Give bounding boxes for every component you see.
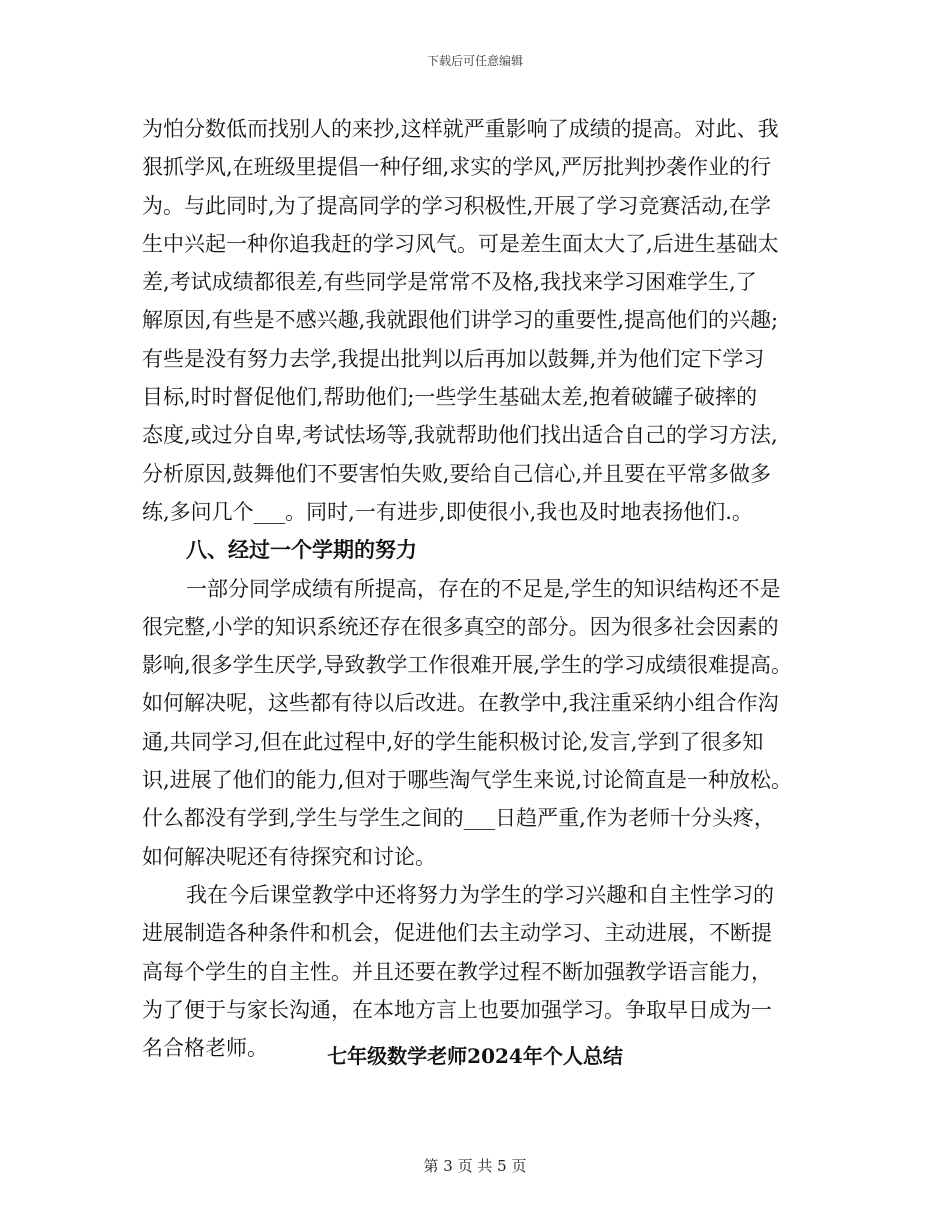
text-line: 为。与此同时,为了提高同学的学习积极性,开展了学习竞赛活动,在学 [142, 193, 772, 218]
text-line: 为了便于与家长沟通，在本地方言上也要加强学习。争取早日成为一 [142, 997, 772, 1022]
text-line: 为怕分数低而找别人的来抄,这样就严重影响了成绩的提高。对此、我 [142, 117, 779, 141]
paragraph-2 [142, 570, 822, 876]
page-footer: 第 3 页 共 5 页 [423, 1157, 527, 1175]
text-line: 如何解决呢还有待探究和讨论。 [142, 844, 436, 869]
page-header: 下载后可任意编辑 [426, 54, 523, 68]
text-line: 高每个学生的自主性。并且还要在教学过程不断加强教学语言能力， [142, 959, 772, 984]
text-line: 练,多问几个___。同时,一有进步,即使很小,我也及时地表扬他们.。 [142, 499, 753, 524]
text-line: 解原因,有些是不感兴趣,我就跟他们讲学习的重要性,提高他们的兴趣; [142, 308, 779, 333]
text-line: 狠抓学风,在班级里提倡一种仔细,求实的学风,严厉批判抄袭作业的行 [142, 155, 772, 180]
paragraph-3 [142, 876, 822, 1067]
text-line: 进展制造各种条件和机会，促进他们去主动学习、主动进展，不断提 [142, 921, 772, 946]
document-body [142, 110, 822, 1067]
text-line: 分析原因,鼓舞他们不要害怕失败,要给自己信心,并且要在平常多做多 [142, 461, 772, 486]
text-line: 我在今后课堂教学中还将努力为学生的学习兴趣和自主性学习的 [186, 882, 774, 907]
text-line: 很完整,小学的知识系统还存在很多真空的部分。因为很多社会因素的 [142, 614, 779, 639]
text-line: 什么都没有学到,学生与学生之间的___日趋严重,作为老师十分头疼， [142, 806, 775, 831]
text-line: 态度,或过分自卑,考试怯场等,我就帮助他们找出适合自己的学习方法, [142, 423, 778, 448]
text-line: 通,共同学习,但在此过程中,好的学生能积极讨论,发言,学到了很多知 [142, 729, 764, 754]
text-line: 名合格老师。 [142, 1036, 268, 1061]
section-heading: 八、经过一个学期的努力 [186, 537, 417, 563]
text-line: 一部分同学成绩有所提高，存在的不足是,学生的知识结构还不是 [186, 576, 781, 601]
text-line: 影响,很多学生厌学,导致教学工作很难开展,学生的学习成绩很难提高。 [142, 653, 793, 678]
text-line: 差,考试成绩都很差,有些同学是常常不及格,我找来学习困难学生,了 [142, 270, 757, 295]
text-line: 识,进展了他们的能力,但对于哪些淘气学生来说,讨论简直是一种放松。 [142, 768, 793, 793]
text-line: 如何解决呢，这些都有待以后改进。在教学中,我注重采纳小组合作沟 [142, 691, 779, 716]
section-title: 七年级数学老师2024年个人总结 [327, 1044, 623, 1068]
text-line: 生中兴起一种你追我赶的学习风气。可是差生面太大了,后进生基础太 [142, 231, 779, 256]
paragraph-1 [142, 110, 822, 531]
text-line: 有些是没有努力去学,我提出批判以后再加以鼓舞,并为他们定下学习 [142, 346, 765, 371]
text-line: 目标,时时督促他们,帮助他们;一些学生基础太差,抱着破罐子破摔的 [142, 385, 758, 410]
